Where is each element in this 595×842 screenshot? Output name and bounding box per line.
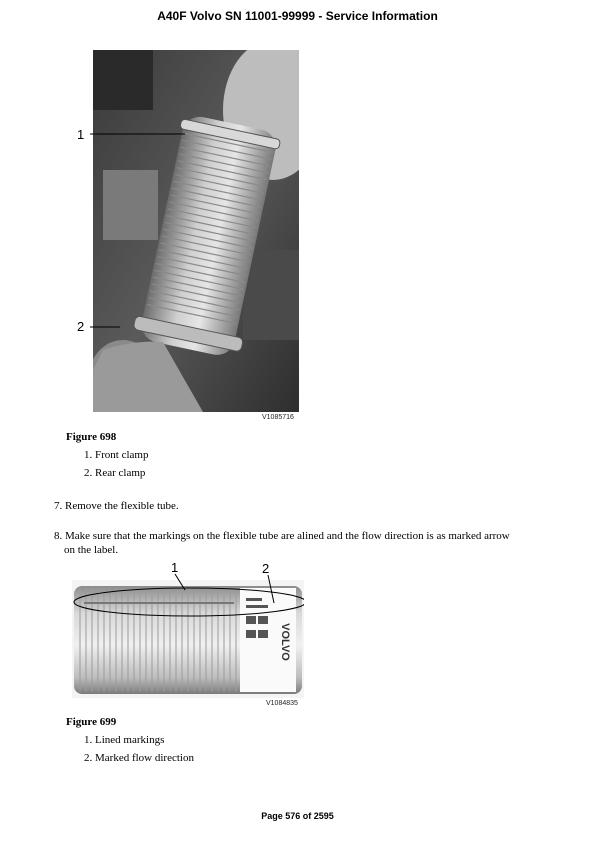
- figure-698-callout-1: 1: [77, 127, 85, 142]
- step-text: Remove the flexible tube.: [65, 500, 179, 512]
- step-number: 8.: [54, 530, 63, 542]
- legend-item: 2. Marked flow direction: [84, 752, 194, 764]
- page-header: A40F Volvo SN 11001-99999 - Service Information: [157, 9, 438, 23]
- figure-698-image-code: V1085716: [262, 414, 294, 421]
- legend-item: 1. Lined markings: [84, 734, 165, 746]
- step-number: 7.: [54, 500, 63, 512]
- figure-699-callout-1: 1: [171, 560, 179, 575]
- figure-698-legend: [84, 449, 148, 485]
- legend-item: 2. Rear clamp: [84, 467, 146, 479]
- figure-698-callout-2: 2: [77, 319, 85, 334]
- step-text-line-2: on the label.: [64, 544, 119, 556]
- page-footer: Page 576 of 2595: [261, 811, 334, 821]
- step-8: [54, 529, 569, 557]
- figure-699-legend: [84, 734, 194, 770]
- legend-item: 1. Front clamp: [84, 449, 149, 461]
- step-text-line-1: Make sure that the markings on the flexible tube are alined and the flow direction is as marked arrow: [65, 530, 510, 542]
- figure-699-image-code: V1084835: [266, 700, 298, 707]
- step-7: [54, 499, 179, 513]
- figure-699-callout-lines: [150, 570, 300, 610]
- figure-699-caption: Figure 699: [66, 716, 117, 728]
- figure-698-callout-lines: [80, 125, 200, 335]
- figure-699-callout-2: 2: [262, 561, 270, 576]
- figure-698-caption: Figure 698: [66, 431, 117, 443]
- volvo-label-text: VOLVO: [279, 623, 291, 661]
